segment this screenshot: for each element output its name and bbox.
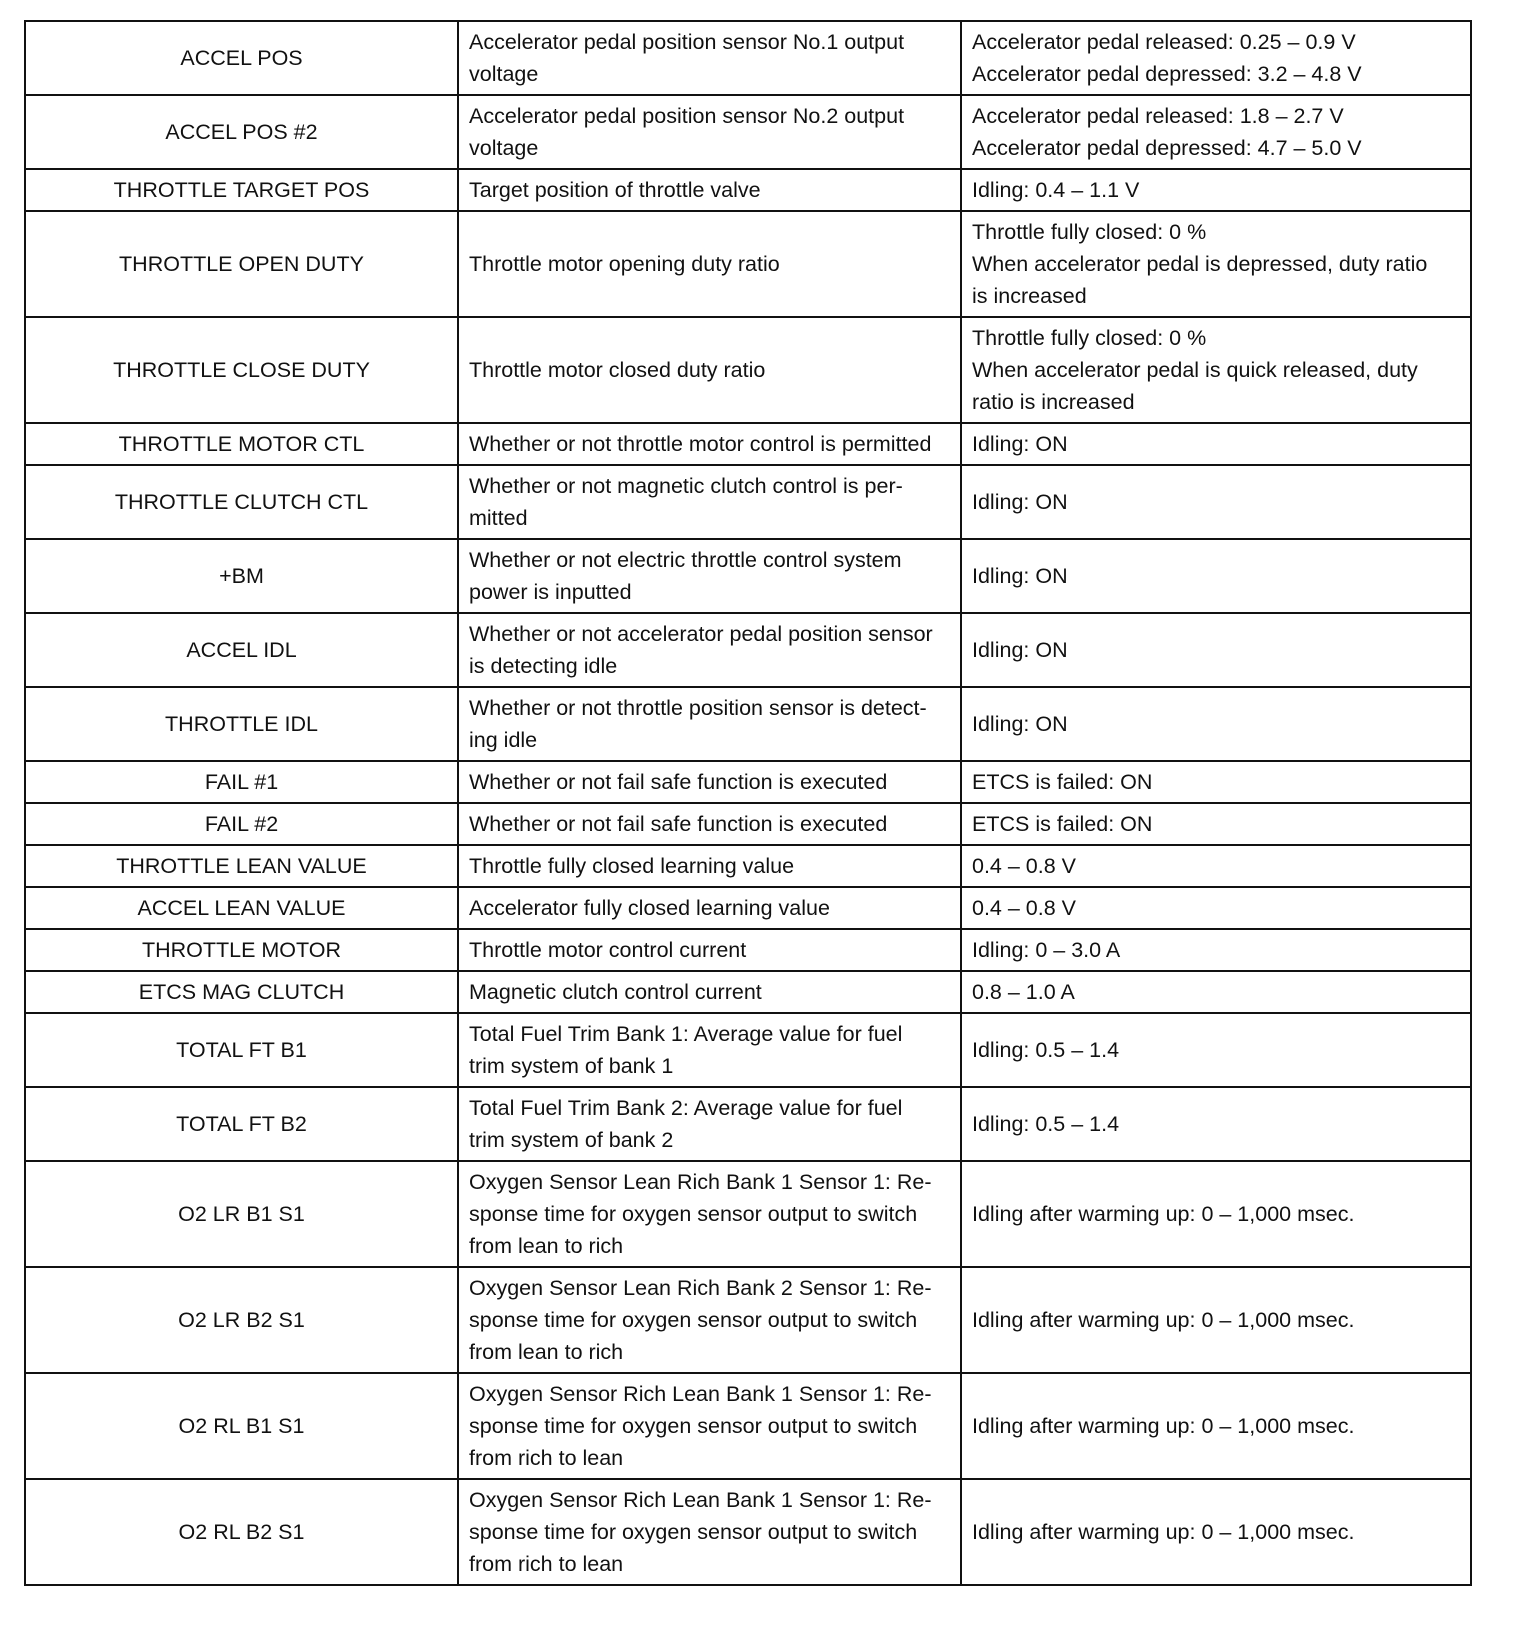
table-row [25,1087,1471,1161]
normal-condition-cell [961,539,1471,613]
table-row [25,317,1471,423]
measurement-item-cell [458,845,961,887]
item-name-cell: FAIL #2 [25,803,458,845]
item-name-cell: ACCEL POS #2 [25,95,458,169]
measurement-text-line: sponse time for oxygen sensor output to switch [469,1414,918,1438]
normal-condition-cell [961,169,1471,211]
measurement-text-line: Total Fuel Trim Bank 2: Average value for fuel [469,1096,903,1120]
normal-condition-text-line: ETCS is failed: ON [972,812,1153,836]
table-row [25,539,1471,613]
normal-condition-text-line: Accelerator pedal depressed: 3.2 – 4.8 V [972,62,1362,86]
normal-condition-text-line: Idling after warming up: 0 – 1,000 msec. [972,1520,1355,1544]
table-row [25,761,1471,803]
data-list-table [24,20,1472,1586]
item-name-cell: O2 LR B1 S1 [25,1161,458,1267]
measurement-text-line: Oxygen Sensor Rich Lean Bank 1 Sensor 1: Re- [469,1488,932,1512]
item-name-cell: THROTTLE MOTOR [25,929,458,971]
measurement-item-cell [458,95,961,169]
normal-condition-text-line: Accelerator pedal released: 0.25 – 0.9 V [972,30,1356,54]
measurement-text-line: Throttle motor control current [469,938,747,962]
item-name-cell: O2 RL B2 S1 [25,1479,458,1585]
measurement-text-line: sponse time for oxygen sensor output to switch [469,1308,918,1332]
measurement-text-line: voltage [469,62,539,86]
table-row [25,423,1471,465]
normal-condition-cell [961,929,1471,971]
table-row [25,845,1471,887]
item-name-cell: THROTTLE CLUTCH CTL [25,465,458,539]
normal-condition-cell [961,687,1471,761]
normal-condition-text-line: ratio is increased [972,390,1135,414]
normal-condition-text-line: Idling: ON [972,712,1068,736]
normal-condition-cell [961,211,1471,317]
measurement-text-line: trim system of bank 1 [469,1054,674,1078]
item-name-cell: THROTTLE LEAN VALUE [25,845,458,887]
measurement-text-line: Whether or not electric throttle control system [469,548,902,572]
item-name-cell: ACCEL LEAN VALUE [25,887,458,929]
item-name-cell: THROTTLE IDL [25,687,458,761]
measurement-text-line: from lean to rich [469,1340,624,1364]
item-name-cell: THROTTLE CLOSE DUTY [25,317,458,423]
measurement-item-cell [458,423,961,465]
measurement-item-cell [458,21,961,95]
measurement-text-line: ing idle [469,728,538,752]
measurement-text-line: is detecting idle [469,654,618,678]
normal-condition-text-line: Idling: 0.5 – 1.4 [972,1038,1120,1062]
measurement-item-cell [458,1479,961,1585]
measurement-text-line: sponse time for oxygen sensor output to switch [469,1202,918,1226]
measurement-item-cell [458,1161,961,1267]
measurement-item-cell [458,1373,961,1479]
measurement-item-cell [458,761,961,803]
item-name-cell: O2 RL B1 S1 [25,1373,458,1479]
normal-condition-cell [961,465,1471,539]
item-name-cell: ACCEL IDL [25,613,458,687]
measurement-text-line: Throttle motor opening duty ratio [469,252,780,276]
table-row [25,929,1471,971]
item-name-cell: THROTTLE OPEN DUTY [25,211,458,317]
measurement-text-line: sponse time for oxygen sensor output to switch [469,1520,918,1544]
normal-condition-text-line: Throttle fully closed: 0 % [972,326,1207,350]
measurement-text-line: Whether or not throttle position sensor is detect- [469,696,927,720]
normal-condition-text-line: Idling: ON [972,490,1068,514]
normal-condition-text-line: 0.8 – 1.0 A [972,980,1075,1004]
measurement-item-cell [458,317,961,423]
normal-condition-text-line: Idling: ON [972,564,1068,588]
measurement-text-line: Oxygen Sensor Rich Lean Bank 1 Sensor 1: Re- [469,1382,932,1406]
item-name-cell: THROTTLE MOTOR CTL [25,423,458,465]
measurement-item-cell [458,929,961,971]
normal-condition-cell [961,1373,1471,1479]
measurement-text-line: Whether or not accelerator pedal position sensor [469,622,933,646]
normal-condition-text-line: is increased [972,284,1087,308]
table-row [25,803,1471,845]
measurement-text-line: from rich to lean [469,1552,624,1576]
table-row [25,465,1471,539]
normal-condition-cell [961,1161,1471,1267]
normal-condition-text-line: Accelerator pedal released: 1.8 – 2.7 V [972,104,1344,128]
normal-condition-cell [961,317,1471,423]
measurement-text-line: Total Fuel Trim Bank 1: Average value for fuel [469,1022,903,1046]
table-row [25,687,1471,761]
table-row [25,1267,1471,1373]
measurement-item-cell [458,211,961,317]
normal-condition-cell [961,423,1471,465]
normal-condition-text-line: Idling: 0.5 – 1.4 [972,1112,1120,1136]
measurement-text-line: from lean to rich [469,1234,624,1258]
measurement-text-line: Accelerator fully closed learning value [469,896,830,920]
measurement-text-line: Accelerator pedal position sensor No.1 output [469,30,905,54]
measurement-text-line: Target position of throttle valve [469,178,761,202]
table-row [25,1161,1471,1267]
normal-condition-text-line: 0.4 – 0.8 V [972,896,1076,920]
table-row [25,95,1471,169]
normal-condition-cell [961,803,1471,845]
normal-condition-text-line: Idling after warming up: 0 – 1,000 msec. [972,1202,1355,1226]
measurement-item-cell [458,169,961,211]
normal-condition-text-line: Idling after warming up: 0 – 1,000 msec. [972,1414,1355,1438]
item-name-cell: THROTTLE TARGET POS [25,169,458,211]
normal-condition-text-line: Idling: 0 – 3.0 A [972,938,1121,962]
measurement-text-line: from rich to lean [469,1446,624,1470]
table-row [25,169,1471,211]
item-name-cell: TOTAL FT B1 [25,1013,458,1087]
measurement-text-line: Throttle motor closed duty ratio [469,358,766,382]
normal-condition-text-line: Idling: 0.4 – 1.1 V [972,178,1140,202]
measurement-text-line: mitted [469,506,528,530]
table-row [25,1479,1471,1585]
normal-condition-text-line: Idling: ON [972,638,1068,662]
table-row [25,887,1471,929]
measurement-item-cell [458,613,961,687]
measurement-item-cell [458,465,961,539]
normal-condition-cell [961,971,1471,1013]
table-row [25,21,1471,95]
item-name-cell: O2 LR B2 S1 [25,1267,458,1373]
measurement-text-line: Oxygen Sensor Lean Rich Bank 1 Sensor 1: Re- [469,1170,932,1194]
measurement-text-line: Whether or not magnetic clutch control is per- [469,474,903,498]
table-body [25,21,1471,1585]
normal-condition-text-line: Idling after warming up: 0 – 1,000 msec. [972,1308,1355,1332]
table-row [25,1373,1471,1479]
normal-condition-text-line: Throttle fully closed: 0 % [972,220,1207,244]
measurement-text-line: Whether or not fail safe function is executed [469,770,888,794]
measurement-text-line: power is inputted [469,580,632,604]
normal-condition-text-line: Idling: ON [972,432,1068,456]
measurement-text-line: Whether or not throttle motor control is permitted [469,432,932,456]
normal-condition-cell [961,95,1471,169]
normal-condition-text-line: Accelerator pedal depressed: 4.7 – 5.0 V [972,136,1362,160]
normal-condition-cell [961,613,1471,687]
measurement-text-line: Magnetic clutch control current [469,980,762,1004]
measurement-item-cell [458,971,961,1013]
measurement-text-line: Accelerator pedal position sensor No.2 output [469,104,905,128]
normal-condition-cell [961,1479,1471,1585]
normal-condition-text-line: 0.4 – 0.8 V [972,854,1076,878]
measurement-item-cell [458,1013,961,1087]
measurement-text-line: Whether or not fail safe function is executed [469,812,888,836]
item-name-cell: ETCS MAG CLUTCH [25,971,458,1013]
item-name-cell: ACCEL POS [25,21,458,95]
measurement-text-line: Oxygen Sensor Lean Rich Bank 2 Sensor 1: Re- [469,1276,932,1300]
item-name-cell: +BM [25,539,458,613]
normal-condition-text-line: ETCS is failed: ON [972,770,1153,794]
table-row [25,613,1471,687]
normal-condition-text-line: When accelerator pedal is depressed, duty ratio [972,252,1428,276]
table-row [25,971,1471,1013]
normal-condition-cell [961,21,1471,95]
normal-condition-cell [961,1013,1471,1087]
normal-condition-cell [961,845,1471,887]
measurement-item-cell [458,687,961,761]
measurement-text-line: trim system of bank 2 [469,1128,674,1152]
data-list-sheet [24,20,1470,1586]
item-name-cell: FAIL #1 [25,761,458,803]
normal-condition-cell [961,1267,1471,1373]
measurement-item-cell [458,539,961,613]
table-row [25,211,1471,317]
item-name-cell: TOTAL FT B2 [25,1087,458,1161]
measurement-item-cell [458,803,961,845]
normal-condition-cell [961,761,1471,803]
measurement-item-cell [458,1087,961,1161]
normal-condition-cell [961,1087,1471,1161]
measurement-item-cell [458,887,961,929]
measurement-text-line: voltage [469,136,539,160]
normal-condition-text-line: When accelerator pedal is quick released, duty [972,358,1418,382]
measurement-item-cell [458,1267,961,1373]
table-row [25,1013,1471,1087]
normal-condition-cell [961,887,1471,929]
measurement-text-line: Throttle fully closed learning value [469,854,795,878]
